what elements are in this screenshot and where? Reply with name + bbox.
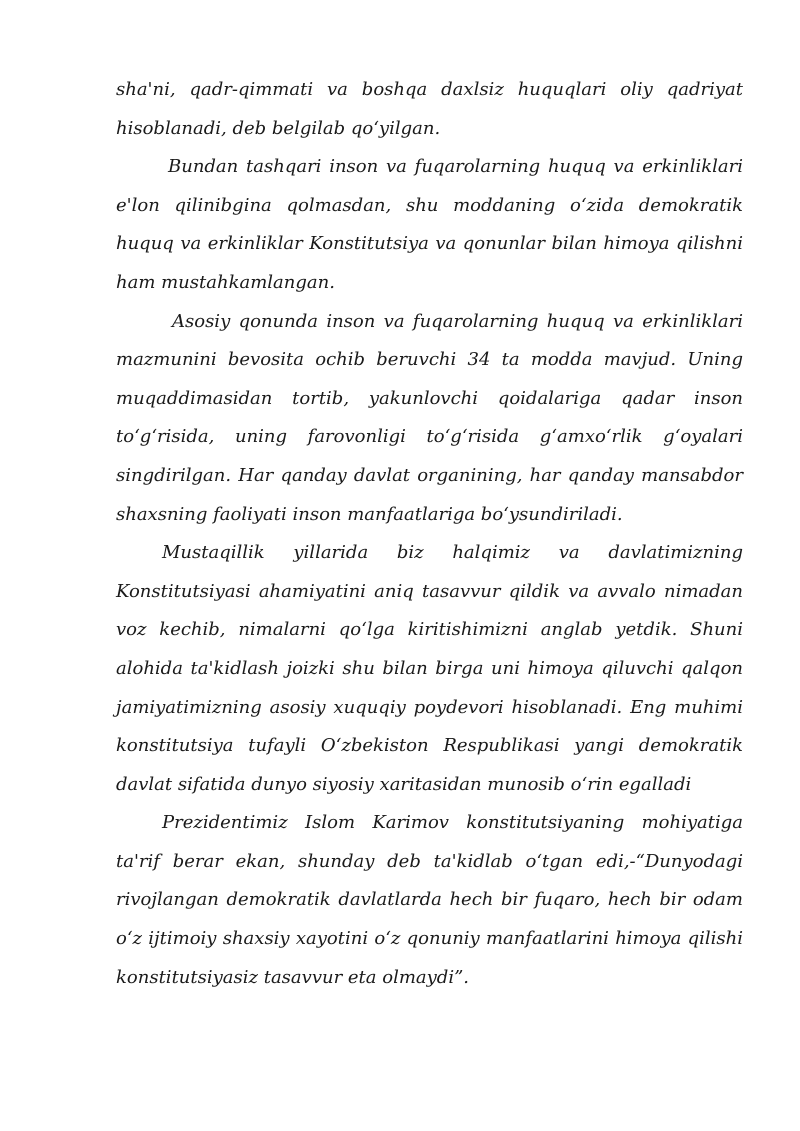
paragraph-2: Bundan tashqari inson va fuqarolarning huquq va erkinliklari e'lon qilinibgina qolmasdan, shu moddaning o‘zida demokratik huquq va erkinliklar Konstitutsiya va qonunlar bilan himoya qilishni ham mustahkamlangan. — [116, 156, 743, 293]
paragraph-4: Mustaqillik yillarida biz halqimiz va davlatimizning Konstitutsiyasi ahamiyatini aniq tasavvur qildik va avvalo nimadan voz kechib, nimalarni qo‘lga kiritishimizni anglab yetdik. Shuni alohida ta'kidlash joizki shu bilan birga uni himoya qiluvchi qalqon jamiyatimizning asosiy xuquqiy poydevori hisoblanadi. Eng muhimi konstitutsiya tufayli O‘zbekiston Respublikasi yangi demokratik davlat sifatida dunyo siyosiy xaritasidan munosib o‘rin egalladi — [116, 542, 743, 795]
paragraph-3: Asosiy qonunda inson va fuqarolarning huquq va erkinliklari mazmunini bevosita ochib beruvchi 34 ta modda mavjud. Uning muqaddimasidan tortib, yakunlovchi qoidalariga qadar inson to‘g‘risida, uning farovonligi to‘g‘risida g‘amxo‘rlik g‘oyalari singdirilgan. Har qanday davlat organining, har qanday mansabdor shaxsning faoliyati inson manfaatlariga bo‘ysundiriladi. — [116, 310, 743, 525]
paragraph-5: Prezidentimiz Islom Karimov konstitutsiyaning mohiyatiga ta'rif berar ekan, shunday deb ta'kidlab o‘tgan edi,-“Dunyodagi rivojlangan demokratik davlatlarda hech bir fuqaro, hech bir odam o‘z ijtimoiy shaxsiy xayotini o‘z qonuniy manfaatlarini himoya qilishi konstitutsiyasiz tasavvur eta olmaydi”. — [116, 812, 743, 988]
body-text — [116, 71, 743, 997]
paragraph-1: sha'ni, qadr-qimmati va boshqa daxlsiz huquqlari oliy qadriyat hisoblanadi, deb belgilab qo‘yilgan. — [116, 79, 743, 139]
